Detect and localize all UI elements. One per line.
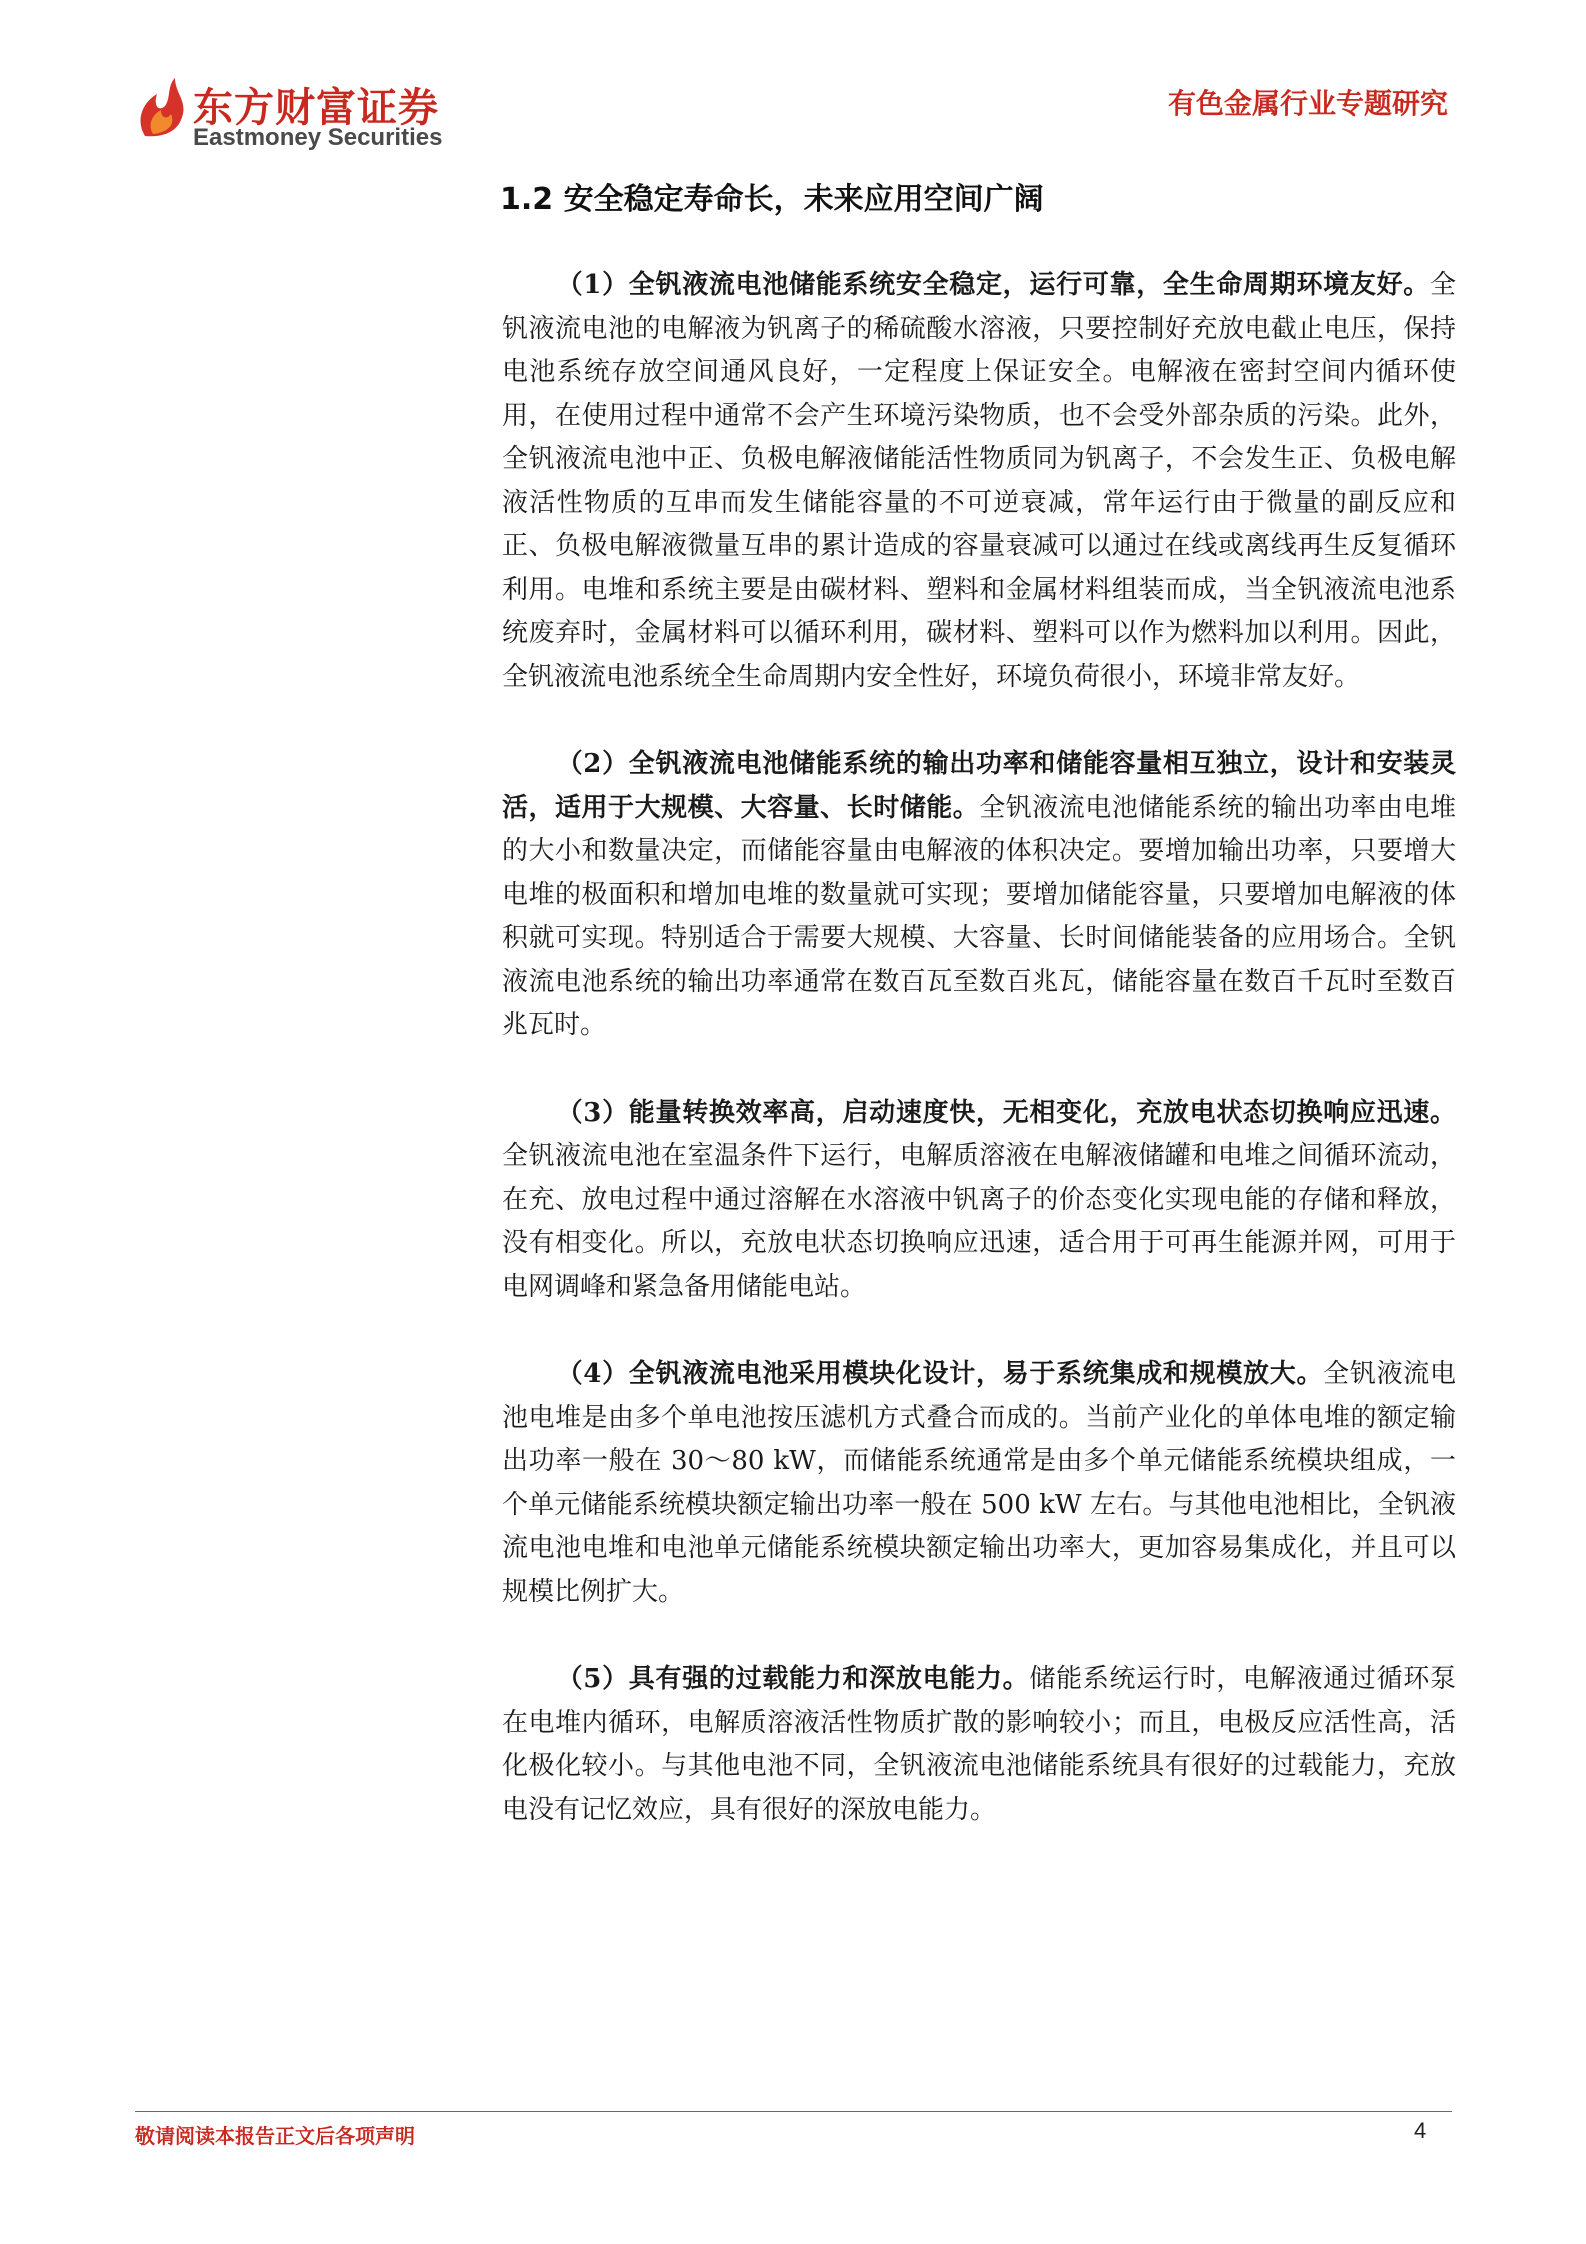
paragraph-5 xyxy=(502,1658,1456,1832)
paragraph-2-lead: （2）全钒液流电池储能系统的输出功率和储能容量相互独立，设计和安装灵活，适用于大规模、大容量、长时储能。 xyxy=(502,749,1456,823)
paragraph-2-text: 全钒液流电池储能系统的输出功率由电堆的大小和数量决定，而储能容量由电解液的体积决定。要增加输出功率，只要增大电堆的极面积和增加电堆的数量就可实现；要增加储能容量，只要增加电解液的体积就可实现。特别适合于需要大规模、大容量、长时间储能装备的应用场合。全钒液流电池系统的输出功率通常在数百瓦至数百兆瓦，储能容量在数百千瓦时至数百兆瓦时。 xyxy=(502,792,1456,1040)
paragraph-3-lead: （3）能量转换效率高，启动速度快，无相变化，充放电状态切换响应迅速。 xyxy=(556,1097,1456,1128)
paragraph-1-text: 全钒液流电池的电解液为钒离子的稀硫酸水溶液，只要控制好充放电截止电压，保持电池系统存放空间通风良好，一定程度上保证安全。电解液在密封空间内循环使用，在使用过程中通常不会产生环境污染物质，也不会受外部杂质的污染。此外，全钒液流电池中正、负极电解液储能活性物质同为钒离子，不会发生正、负极电解液活性物质的互串而发生储能容量的不可逆衰减，常年运行由于微量的副反应和正、负极电解液微量互串的累计造成的容量衰减可以通过在线或离线再生反复循环利用。电堆和系统主要是由碳材料、塑料和金属材料组装而成，当全钒液流电池系统废弃时，金属材料可以循环利用，碳材料、塑料可以作为燃料加以利用。因此，全钒液流电池系统全生命周期内安全性好，环境负荷很小，环境非常友好。 xyxy=(502,270,1456,692)
paragraph-1-lead: （1）全钒液流电池储能系统安全稳定，运行可靠，全生命周期环境友好。 xyxy=(556,270,1430,300)
paragraph-5-lead: （5）具有强的过载能力和深放电能力。 xyxy=(556,1664,1030,1694)
paragraph-4 xyxy=(502,1353,1456,1614)
flame-logo-icon xyxy=(135,76,187,140)
logo-english-name: Eastmoney Securities xyxy=(193,124,443,151)
footer-divider xyxy=(135,2111,1452,2112)
logo-chinese-name: 东方财富证券 xyxy=(193,85,439,131)
company-logo xyxy=(135,74,465,154)
body-content xyxy=(502,264,1456,1876)
paragraph-1 xyxy=(502,264,1456,699)
paragraph-3 xyxy=(502,1092,1456,1310)
section-heading: 1.2 安全稳定寿命长，未来应用空间广阔 xyxy=(500,182,1044,217)
page-header xyxy=(0,0,1586,150)
report-type-label: 有色金属行业专题研究 xyxy=(1167,87,1448,120)
page-number: 4 xyxy=(1414,2118,1427,2143)
paragraph-5-text: 储能系统运行时，电解液通过循环泵在电堆内循环，电解质溶液活性物质扩散的影响较小；而且，电极反应活性高，活化极化较小。与其他电池不同，全钒液流电池储能系统具有很好的过载能力，充放电没有记忆效应，具有很好的深放电能力。 xyxy=(502,1664,1456,1825)
footer-disclaimer: 敬请阅读本报告正文后各项声明 xyxy=(135,2124,415,2148)
paragraph-3-text: 全钒液流电池在室温条件下运行，电解质溶液在电解液储罐和电堆之间循环流动，在充、放电过程中通过溶解在水溶液中钒离子的价态变化实现电能的存储和释放，没有相变化。所以，充放电状态切换响应迅速，适合用于可再生能源并网，可用于电网调峰和紧急备用储能电站。 xyxy=(502,1141,1456,1302)
paragraph-4-lead: （4）全钒液流电池采用模块化设计，易于系统集成和规模放大。 xyxy=(556,1359,1324,1389)
paragraph-2 xyxy=(502,743,1456,1048)
paragraph-4-text: 全钒液流电池电堆是由多个单电池按压滤机方式叠合而成的。当前产业化的单体电堆的额定输出功率一般在 30～80 kW，而储能系统通常是由多个单元储能系统模块组成，一个单元储能系统模块额定输出功率一般在 500 kW 左右。与其他电池相比，全钒液流电池电堆和电池单元储能系统模块额定输出功率大，更加容易集成化，并且可以规模比例扩大。 xyxy=(502,1359,1456,1607)
